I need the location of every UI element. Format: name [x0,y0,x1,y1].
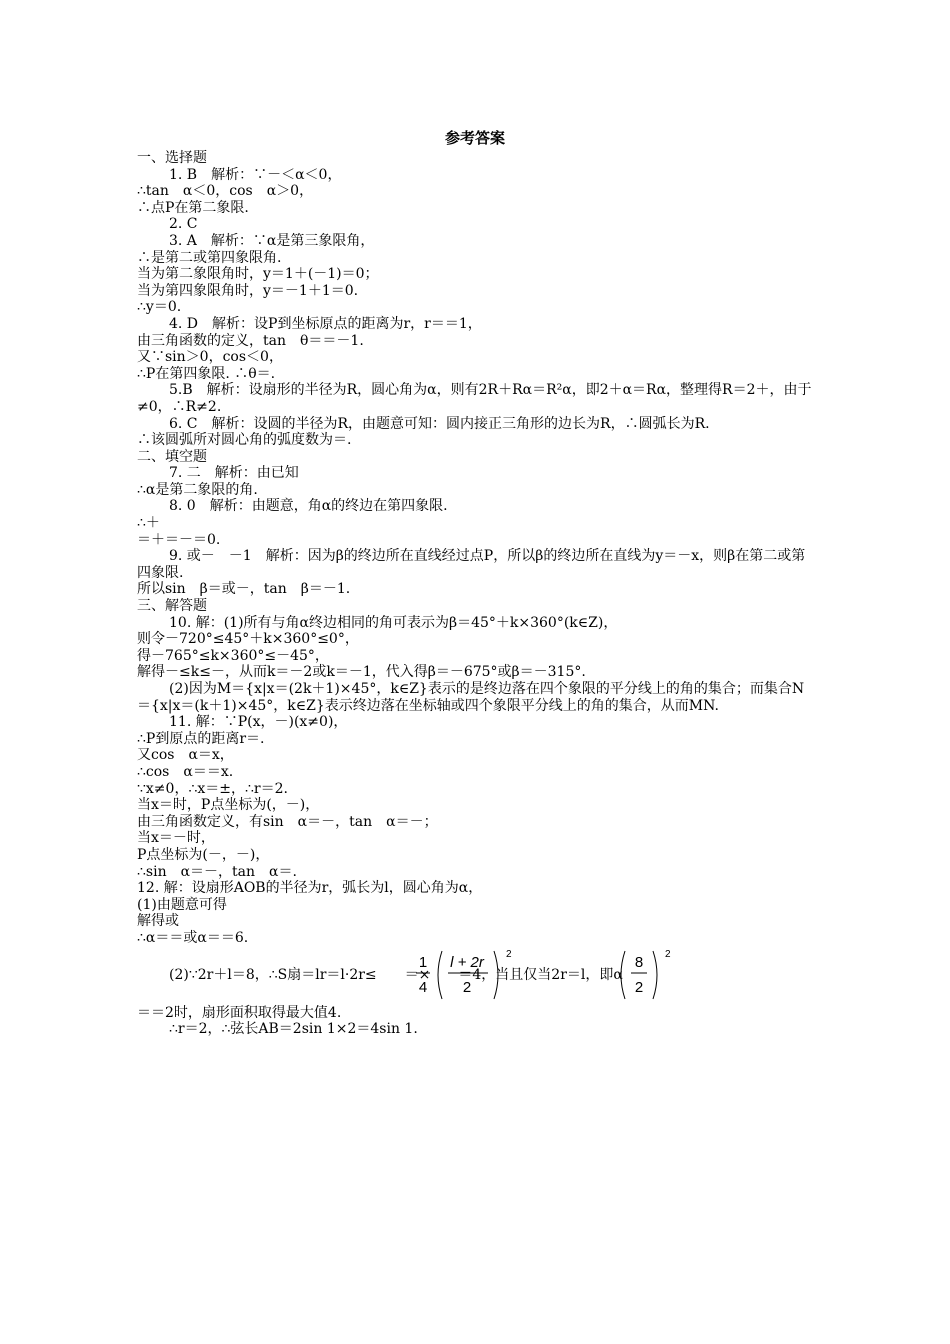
answer-line: ∴P到原点的距离r＝. [137,730,265,747]
answer-line: 由三角函数定义，有sin α＝－，tan α＝－； [137,813,438,830]
section-heading: 一、选择题 [137,150,207,166]
formula-graphic [412,947,592,1005]
answer-line: 当为第二象限角时，y＝1＋(－1)＝0； [137,266,379,283]
answer-line: P点坐标为(－，－)， [137,846,270,863]
answer-line: ∴α是第二象限的角. [137,481,258,498]
answer-line: ∴是第二或第四象限角. [137,249,282,266]
answer-line: 由三角函数的定义，tan θ＝＝－1. [137,332,364,349]
answer-line: (2)∵2r＋l＝8，∴S扇＝lr＝l·2r≤ ＝× ＝4，当且仅当2r＝l，即α [169,966,623,983]
answer-line: 所以sin β＝或－，tan β＝－1. [137,581,351,598]
answer-line: 9. 或－ －1 解析：因为β的终边所在直线经过点P，所以β的终边所在直线为y＝－x，则β在第二或第四象限. [137,548,806,581]
answer-content [137,150,817,1038]
answer-line: ＝＋＝－＝0. [137,531,221,548]
answer-line: ∴该圆弧所对圆心角的弧度数为＝. [137,432,352,449]
formula-graphic-2 [617,947,687,1005]
right-paren [494,951,498,999]
answer-line: ＝＝2时，扇形面积取得最大值4. [137,1004,342,1021]
answer-line: ∴sin α＝－，tan α＝. [137,863,297,880]
answer-line: 当x＝时，P点坐标为(，－)， [137,797,320,814]
answer-line: 4. D 解析：设P到坐标原点的距离为r，r＝＝1， [169,315,482,332]
formula-num2: 8 [634,953,644,971]
answer-line: 6. C 解析：设圆的半径为R，由题意可知：圆内接正三角形的边长为R，∴圆弧长为R. [169,415,710,432]
answer-line: 得－765°≤k×360°≤－45°， [137,647,329,664]
section-heading: 二、填空题 [137,448,207,465]
section-heading: 三、解答题 [137,598,207,615]
answer-line: 12. 解：设扇形AOB的半径为r，弧长为l，圆心角为α， [137,880,483,897]
answer-line: ∵x≠0，∴x＝±，∴r＝2. [137,780,288,797]
answer-line: ∴＋ [137,515,160,532]
answer-line: ∴tan α＜0，cos α＞0， [137,183,314,200]
formula-den2: 2 [634,978,644,996]
answer-line: 当x＝－时， [137,830,215,847]
formula-coef-num: 1 [418,953,428,971]
left-paren-2 [621,951,625,999]
answer-line: 10. 解：(1)所有与角α终边相同的角可表示为β＝45°＋k×360°(k∈Z)， [169,614,618,631]
answer-line: (1)由题意可得 [137,896,227,913]
answer-line: ∴r＝2，∴弦长AB＝2sin 1×2＝4sin 1. [169,1021,418,1038]
answer-line: 7. 二 解析：由已知 [169,465,299,482]
answer-line: ∴点P在第二象限. [137,199,249,216]
answer-line: 1. B 解析：∵－＜α＜0， [169,166,342,183]
answer-line: 3. A 解析：∵α是第三象限角， [169,232,375,249]
formula-coef-den: 4 [418,978,428,996]
answer-line: 2. C [169,216,198,233]
answer-line: ∴y＝0. [137,299,182,316]
answer-line: ∴P在第四象限. ∴θ＝. [137,365,276,382]
answer-line: 又cos α＝x， [137,747,234,764]
formula-line [137,947,817,1005]
formula-den1: 2 [462,978,472,996]
answer-line: ∴cos α＝＝x. [137,763,234,780]
answer-line: 11. 解：∵P(x，－)(x≠0)， [169,714,348,731]
answer-line: 当为第四象限角时，y＝－1＋1＝0. [137,282,359,299]
left-paren [438,951,442,999]
formula-exp2: 2 [665,948,671,960]
answer-line: 又∵sin＞0，cos＜0， [137,349,283,366]
answer-line: 则令－720°≤45°＋k×360°≤0°， [137,631,359,648]
answer-line: (2)因为M＝{x|x＝(2k＋1)×45°，k∈Z}表示的是终边落在四个象限的平分线上的角的集合；而集合N＝{x|x＝(k＋1)×45°，k∈Z}表示终边落在坐标轴或四个象限平分线上的角的集合，从而MN. [137,681,805,714]
answer-line: ∴α＝＝或α＝＝6. [137,929,249,946]
page-title: 参考答案 [444,129,505,147]
answer-line: 8. 0 解析：由题意，角α的终边在第四象限. [169,498,448,515]
formula-exp1: 2 [506,948,512,960]
answer-line: 5.B 解析：设扇形的半径为R，圆心角为α，则有2R＋Rα＝R²α，即2＋α＝Rα，整理得R＝2＋，由于≠0，∴R≠2. [137,382,812,415]
answer-line: 解得－≤k≤－，从而k＝－2或k＝－1，代入得β＝－675°或β＝－315°. [137,664,586,681]
formula-num1: l + 2r [450,953,484,971]
right-paren-2 [653,951,657,999]
answer-line: 解得或 [137,913,179,930]
